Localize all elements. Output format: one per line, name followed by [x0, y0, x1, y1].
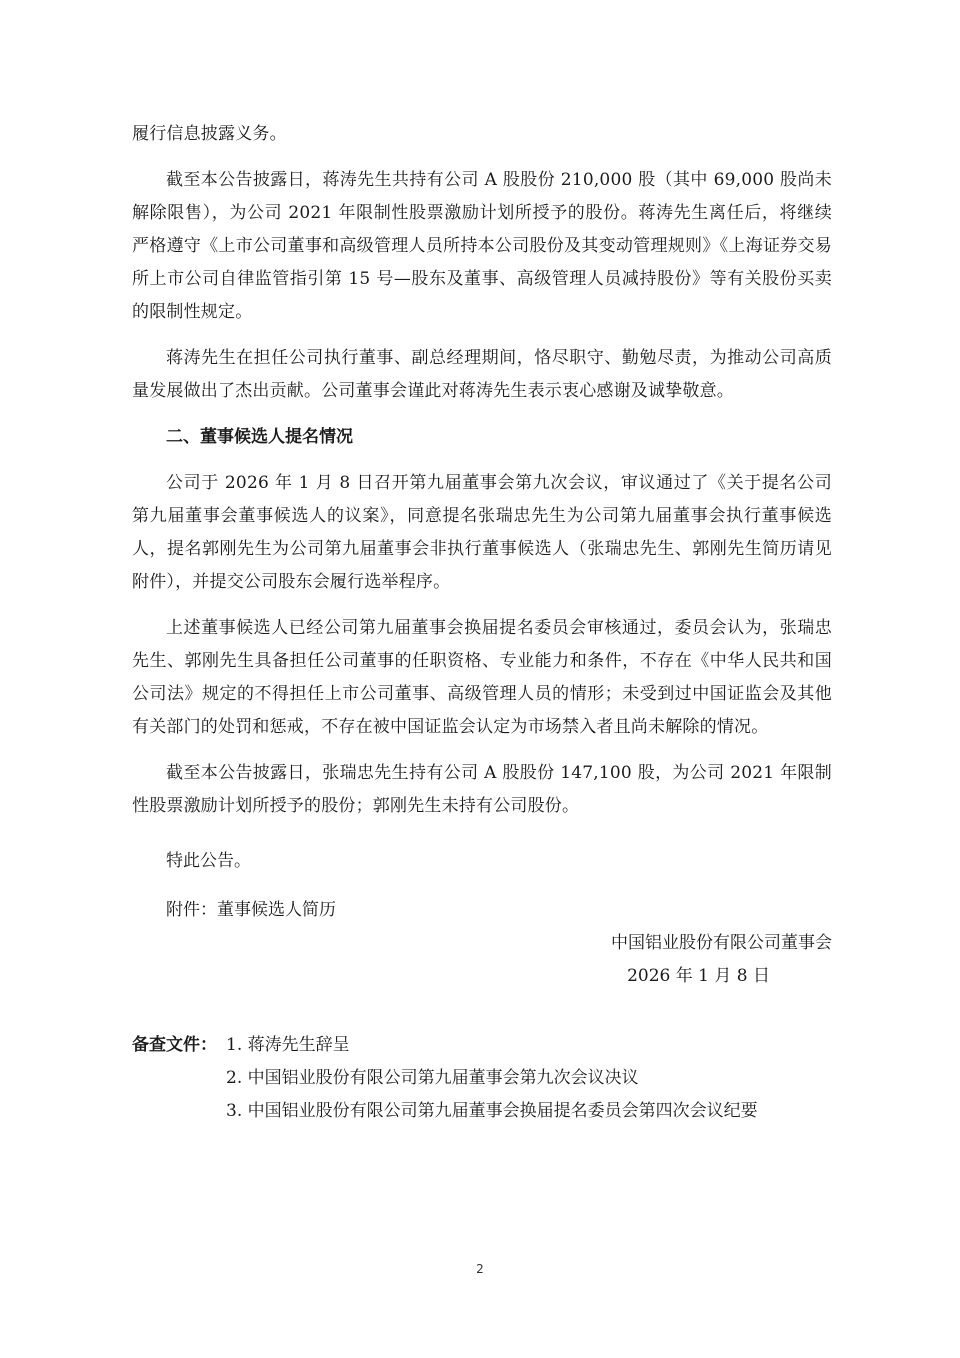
reference-files-row-3 — [132, 1095, 832, 1128]
reference-file-item: 2. 中国铝业股份有限公司第九届董事会第九次会议决议 — [226, 1068, 639, 1088]
signature-board: 中国铝业股份有限公司董事会 — [611, 933, 832, 953]
reference-file-item: 3. 中国铝业股份有限公司第九届董事会换届提名委员会第四次会议纪要 — [226, 1101, 758, 1121]
page-number: 2 — [476, 1262, 484, 1276]
paragraph-candidate-shares: 截至本公告披露日，张瑞忠先生持有公司 A 股股份 147,100 股，为公司 2021 年限制性股票激励计划所授予的股份；郭刚先生未持有公司股份。 — [132, 763, 832, 816]
reference-files-row-1 — [132, 1029, 832, 1062]
closing-statement: 特此公告。 — [166, 851, 251, 871]
paragraph-committee-review: 上述董事候选人已经公司第九届董事会换届提名委员会审核通过，委员会认为，张瑞忠先生、郭刚先生具备担任公司董事的任职资格、专业能力和条件，不存在《中华人民共和国公司法》规定的不得担任上市公司董事、高级管理人员的情形；未受到过中国证监会及其他有关部门的处罚和惩戒，不存在被中国证监会认定为市场禁入者且尚未解除的情况。 — [132, 618, 832, 737]
attachment-note: 附件：董事候选人简历 — [166, 900, 336, 920]
paragraph-shareholding: 截至本公告披露日，蒋涛先生共持有公司 A 股股份 210,000 股（其中 69,000 股尚未解除限售），为公司 2021 年限制性股票激励计划所授予的股份。蒋涛先生离任后，将继续严格遵守《上市公司董事和高级管理人员所持本公司股份及其变动管理规则》《上海证券交易所上市公司自律监管指引第 15 号—股东及董事、高级管理人员减持股份》等有关股份买卖的限制性规定。 — [132, 170, 832, 322]
reference-file-item: 1. 蒋涛先生辞呈 — [226, 1035, 350, 1055]
paragraph-continuation: 履行信息披露义务。 — [132, 124, 287, 144]
section-title-nomination: 二、董事候选人提名情况 — [166, 427, 353, 447]
paragraph-gratitude: 蒋涛先生在担任公司执行董事、副总经理期间，恪尽职守、勤勉尽责，为推动公司高质量发展做出了杰出贡献。公司董事会谨此对蒋涛先生表示衷心感谢及诚挚敬意。 — [132, 348, 832, 401]
paragraph-nomination-meeting: 公司于 2026 年 1 月 8 日召开第九届董事会第九次会议，审议通过了《关于提名公司第九届董事会董事候选人的议案》，同意提名张瑞忠先生为公司第九届董事会执行董事候选人，提名郭刚先生为公司第九届董事会非执行董事候选人（张瑞忠先生、郭刚先生简历请见附件），并提交公司股东会履行选举程序。 — [132, 473, 832, 592]
document-body — [132, 118, 832, 1128]
reference-files-row-2 — [132, 1062, 832, 1095]
signature-date: 2026 年 1 月 8 日 — [627, 966, 770, 986]
reference-files — [132, 1029, 832, 1128]
reference-files-label: 备查文件： — [132, 1035, 217, 1055]
